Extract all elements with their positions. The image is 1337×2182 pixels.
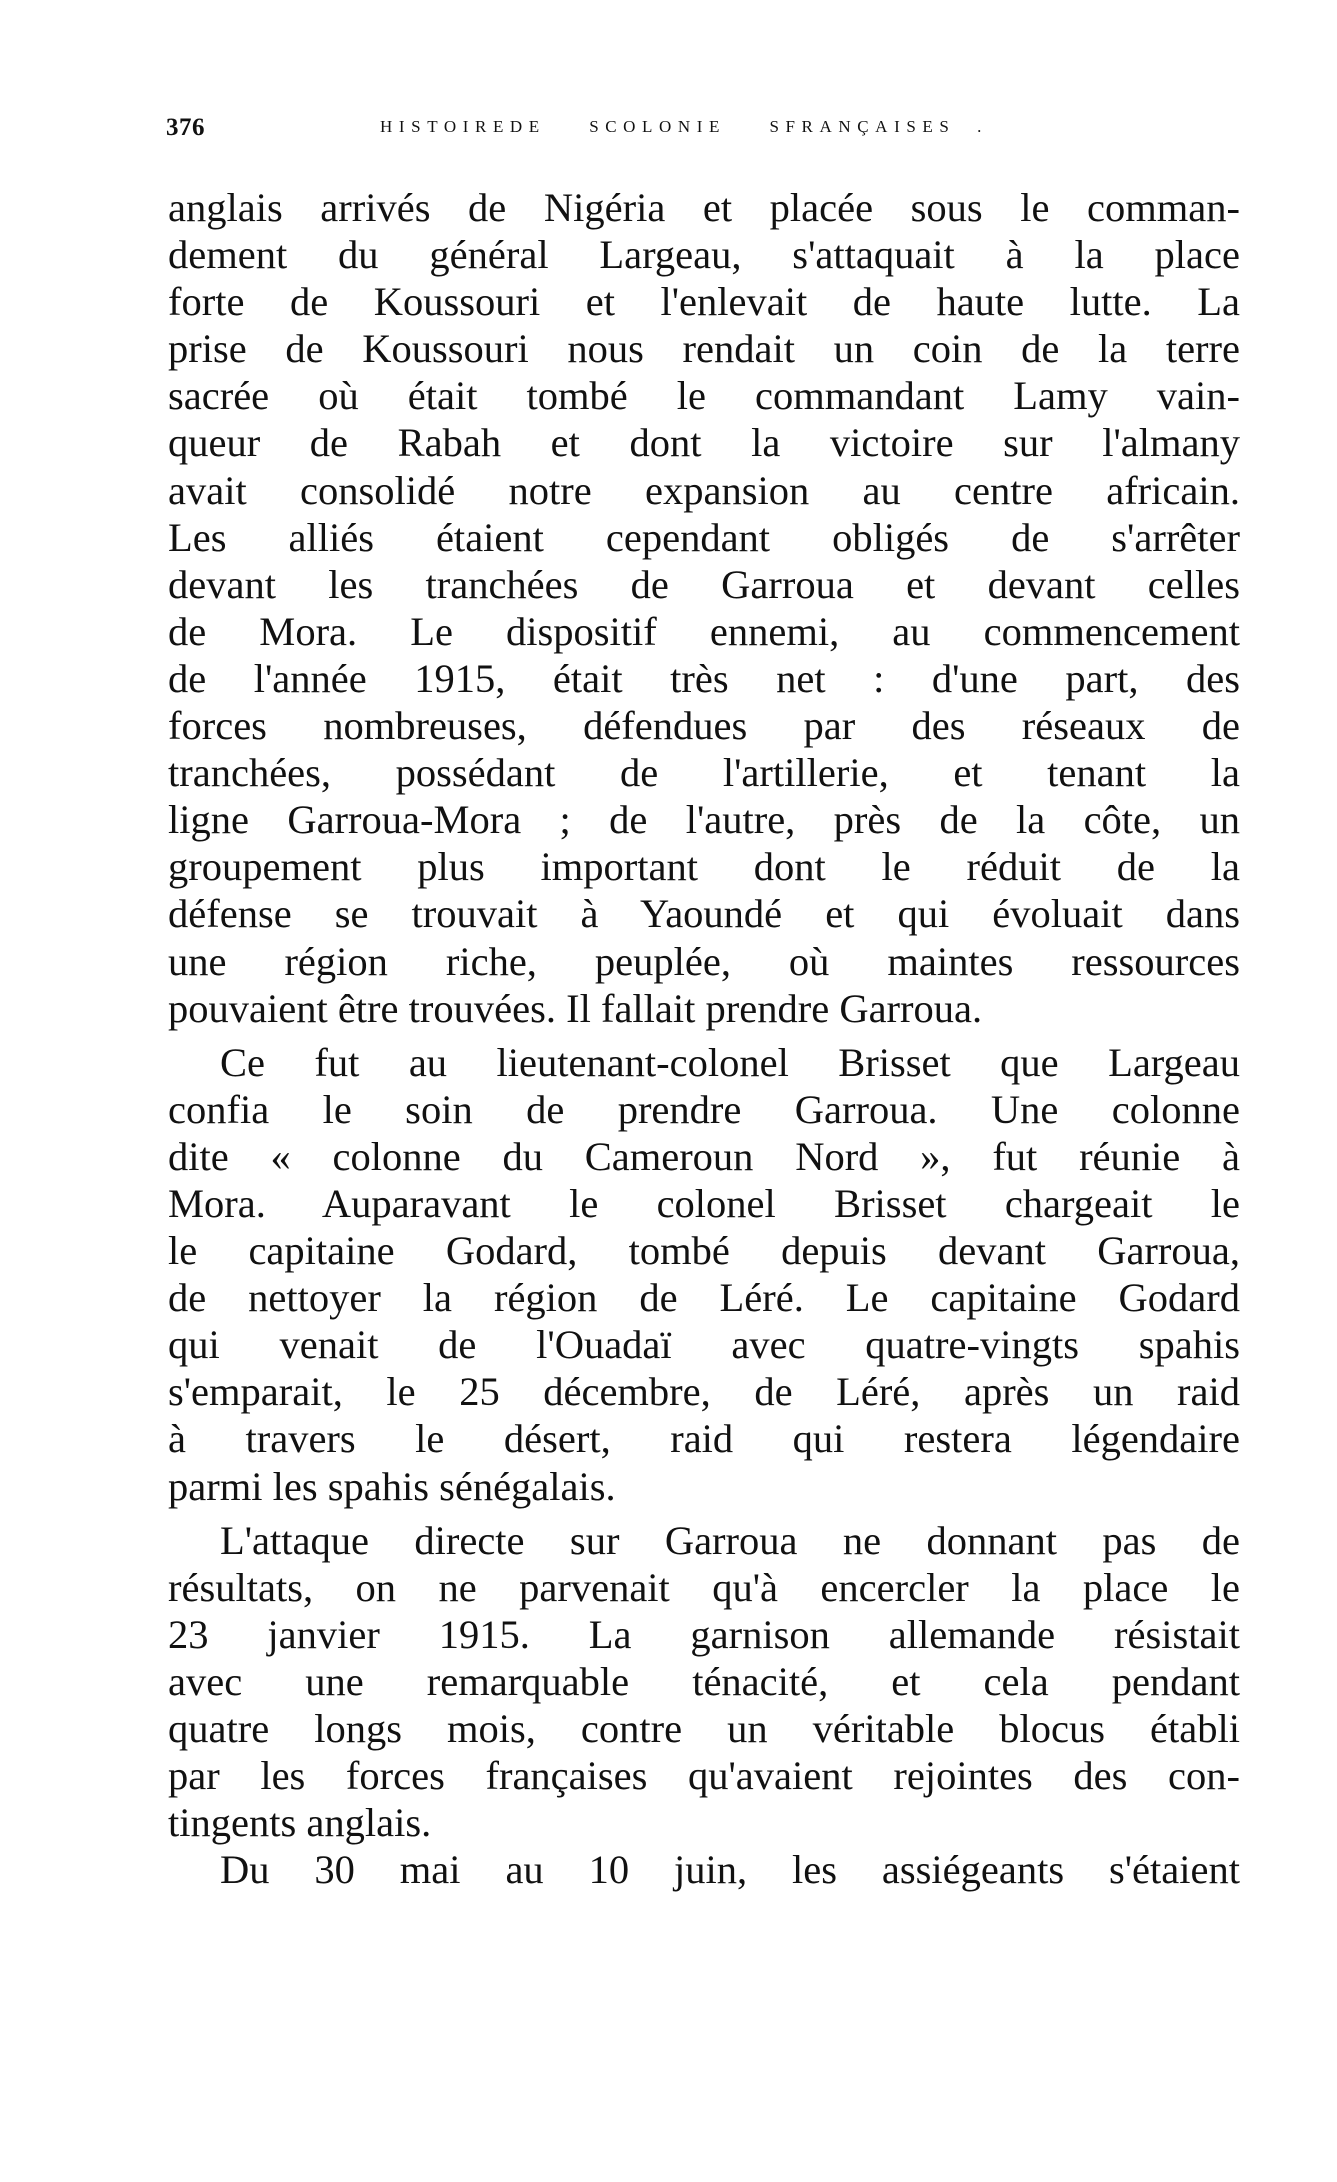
text-line: sacrée où était tombé le commandant Lamy vain- [168,373,1240,419]
text-line: L'attaque directe sur Garroua ne donnant pas de [220,1517,1240,1563]
text-line: parmi les spahis sénégalais. [168,1463,616,1509]
text-line: dite « colonne du Cameroun Nord », fut réunie à [168,1133,1240,1179]
text-line: à travers le désert, raid qui restera légendaire [168,1416,1240,1462]
text-line: prise de Koussouri nous rendait un coin de la terre [168,326,1240,372]
text-line: Ce fut au lieutenant-colonel Brisset que Largeau [220,1039,1240,1085]
text-line: dement du général Largeau, s'attaquait à la place [168,232,1240,278]
text-line: confia le soin de prendre Garroua. Une colonne [168,1086,1240,1132]
text-line: quatre longs mois, contre un véritable blocus établi [168,1706,1240,1751]
text-line: par les forces françaises qu'avaient rejointes des con- [168,1753,1240,1799]
text-line: Mora. Auparavant le colonel Brisset chargeait le [168,1180,1240,1226]
page-number: 376 [166,114,205,141]
text-line: s'emparait, le 25 décembre, de Léré, après un raid [168,1369,1240,1415]
paragraph-4 [168,1846,1240,1893]
text-line: ligne Garroua-Mora ; de l'autre, près de la côte, un [168,797,1240,843]
running-title: HISTOIREDE SCOLONIE SFRANÇAISES . [380,117,988,136]
text-line: groupement plus important dont le réduit de la [168,844,1240,890]
text-line: de nettoyer la région de Léré. Le capitaine Godard [168,1275,1240,1321]
text-line: qui venait de l'Ouadaï avec quatre-vingts spahis [168,1322,1240,1368]
text-line: de l'année 1915, était très net : d'une part, des [168,655,1240,701]
body-text [168,184,1240,1893]
text-line: Du 30 mai au 10 juin, les assiégeants s'étaient [220,1847,1240,1893]
text-line: défense se trouvait à Yaoundé et qui évoluait dans [168,891,1240,937]
paragraph-3 [168,1517,1240,1847]
text-line: forces nombreuses, défendues par des réseaux de [168,703,1240,749]
text-line: le capitaine Godard, tombé depuis devant Garroua, [168,1228,1240,1274]
paragraph-2 [168,1039,1240,1510]
text-line: pouvaient être trouvées. Il fallait prendre Garroua. [168,985,983,1031]
text-line: Les alliés étaient cependant obligés de s'arrêter [168,514,1240,560]
text-line: anglais arrivés de Nigéria et placée sous le comman- [168,185,1240,230]
text-line: résultats, on ne parvenait qu'à encercler la place le [168,1564,1240,1610]
running-head [166,114,1242,150]
text-line: tingents anglais. [168,1800,432,1846]
paragraph-spacer [168,1510,1240,1517]
text-line: de Mora. Le dispositif ennemi, au commencement [168,608,1240,654]
text-line: queur de Rabah et dont la victoire sur l'almany [168,420,1240,466]
text-line: une région riche, peuplée, où maintes ressources [168,938,1240,984]
paragraph-spacer [168,1032,1240,1039]
text-line: devant les tranchées de Garroua et devant celles [168,561,1240,607]
text-line: avait consolidé notre expansion au centre africain. [168,467,1240,513]
paragraph-1 [168,184,1240,1032]
text-line: tranchées, possédant de l'artillerie, et tenant la [168,750,1240,796]
text-line: forte de Koussouri et l'enlevait de haute lutte. La [168,279,1240,325]
text-line: avec une remarquable ténacité, et cela pendant [168,1658,1240,1704]
text-line: 23 janvier 1915. La garnison allemande résistait [168,1611,1240,1657]
